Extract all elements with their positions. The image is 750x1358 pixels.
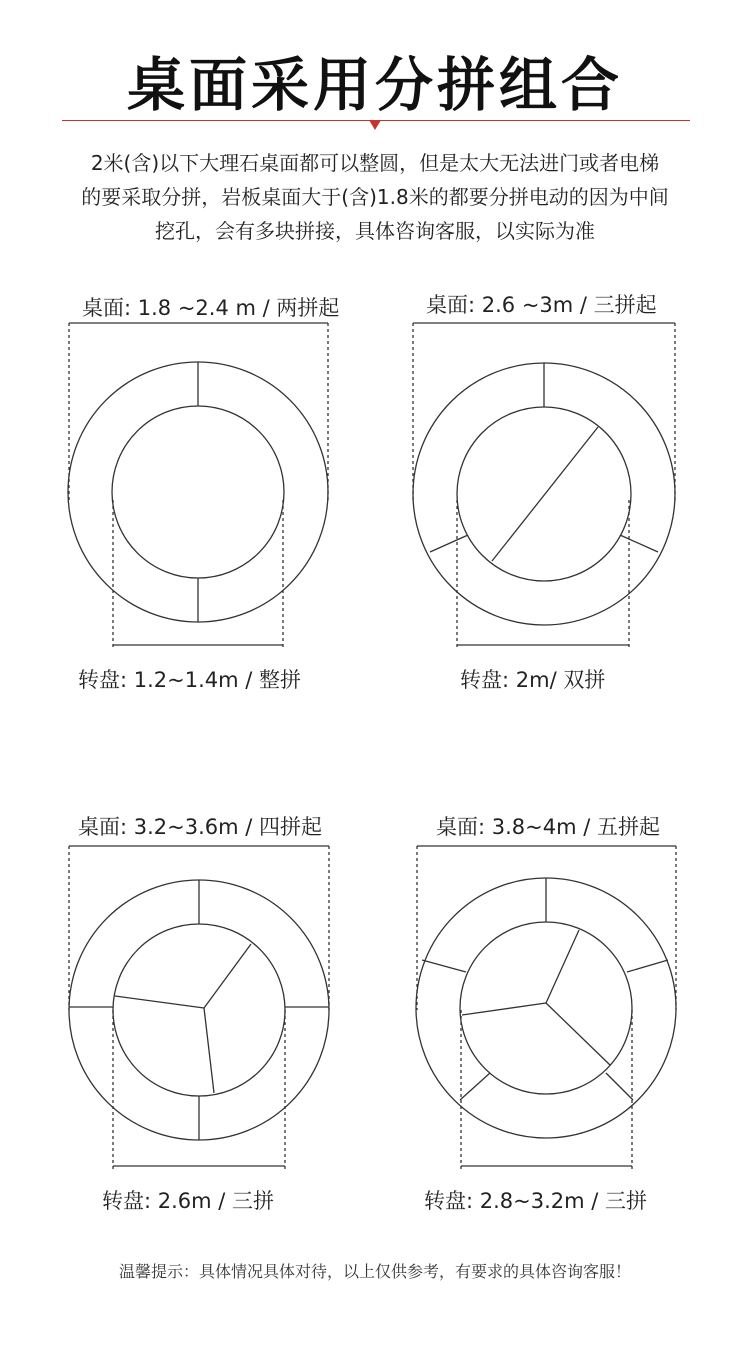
- panel-3-turntable-seam-c: [204, 1008, 214, 1093]
- panel-1-inner-turntable: [112, 406, 284, 578]
- panel-2-turntable-split: [492, 427, 598, 561]
- page-title: 桌面采用分拼组合: [126, 51, 623, 119]
- panel-3-turntable-label: 转盘: 2.6m / 三拼: [102, 1189, 275, 1213]
- panel-2-turntable-label: 转盘: 2m/ 双拼: [460, 668, 606, 692]
- panel-2-table-label: 桌面: 2.6 ~3m / 三拼起: [426, 293, 657, 317]
- panel-4-turntable-seam-b: [462, 1003, 546, 1015]
- panel-2-seam-right: [620, 535, 658, 552]
- panel-3-table-label: 桌面: 3.2~3.6m / 四拼起: [78, 815, 323, 839]
- panel-4-turntable-seam-a: [546, 930, 579, 1003]
- panel-1-diagram: [68, 323, 328, 648]
- panel-3-turntable-seam-a: [204, 944, 251, 1008]
- panel-2-seam-left: [430, 535, 468, 552]
- panel-3-inner-turntable: [113, 924, 285, 1096]
- panel-2-diagram: [413, 323, 675, 648]
- panel-1-turntable-label: 转盘: 1.2~1.4m / 整拼: [78, 668, 302, 692]
- panel-1-table-label: 桌面: 1.8 ~2.4 m / 两拼起: [82, 296, 340, 320]
- panel-4-inner-turntable: [460, 922, 632, 1094]
- panel-4-seam-lower-left: [460, 1073, 490, 1100]
- panel-3-turntable-seam-b: [115, 996, 204, 1008]
- panel-3-diagram: [69, 846, 329, 1170]
- intro-line-3: 挖孔，会有多块拼接，具体咨询客服，以实际为准: [155, 219, 595, 243]
- panel-2-inner-turntable: [457, 407, 631, 581]
- intro-line-1: 2米(含)以下大理石桌面都可以整圆，但是太大无法进门或者电梯: [90, 151, 660, 175]
- panel-4-table-label: 桌面: 3.8~4m / 五拼起: [436, 815, 660, 839]
- panel-4-seam-lower-right: [606, 1073, 633, 1100]
- panel-4-diagram: [416, 846, 676, 1170]
- intro-line-2: 的要采取分拼，岩板桌面大于(含)1.8米的都要分拼电动的因为中间: [81, 185, 669, 209]
- panel-4-turntable-seam-c: [546, 1003, 610, 1065]
- footer-note: 温馨提示：具体情况具体对待，以上仅供参考，有要求的具体咨询客服！: [118, 1262, 631, 1281]
- panel-4-turntable-label: 转盘: 2.8~3.2m / 三拼: [424, 1189, 648, 1213]
- panel-4-seam-upper-right: [627, 960, 668, 972]
- panel-4-seam-upper-left: [422, 960, 466, 972]
